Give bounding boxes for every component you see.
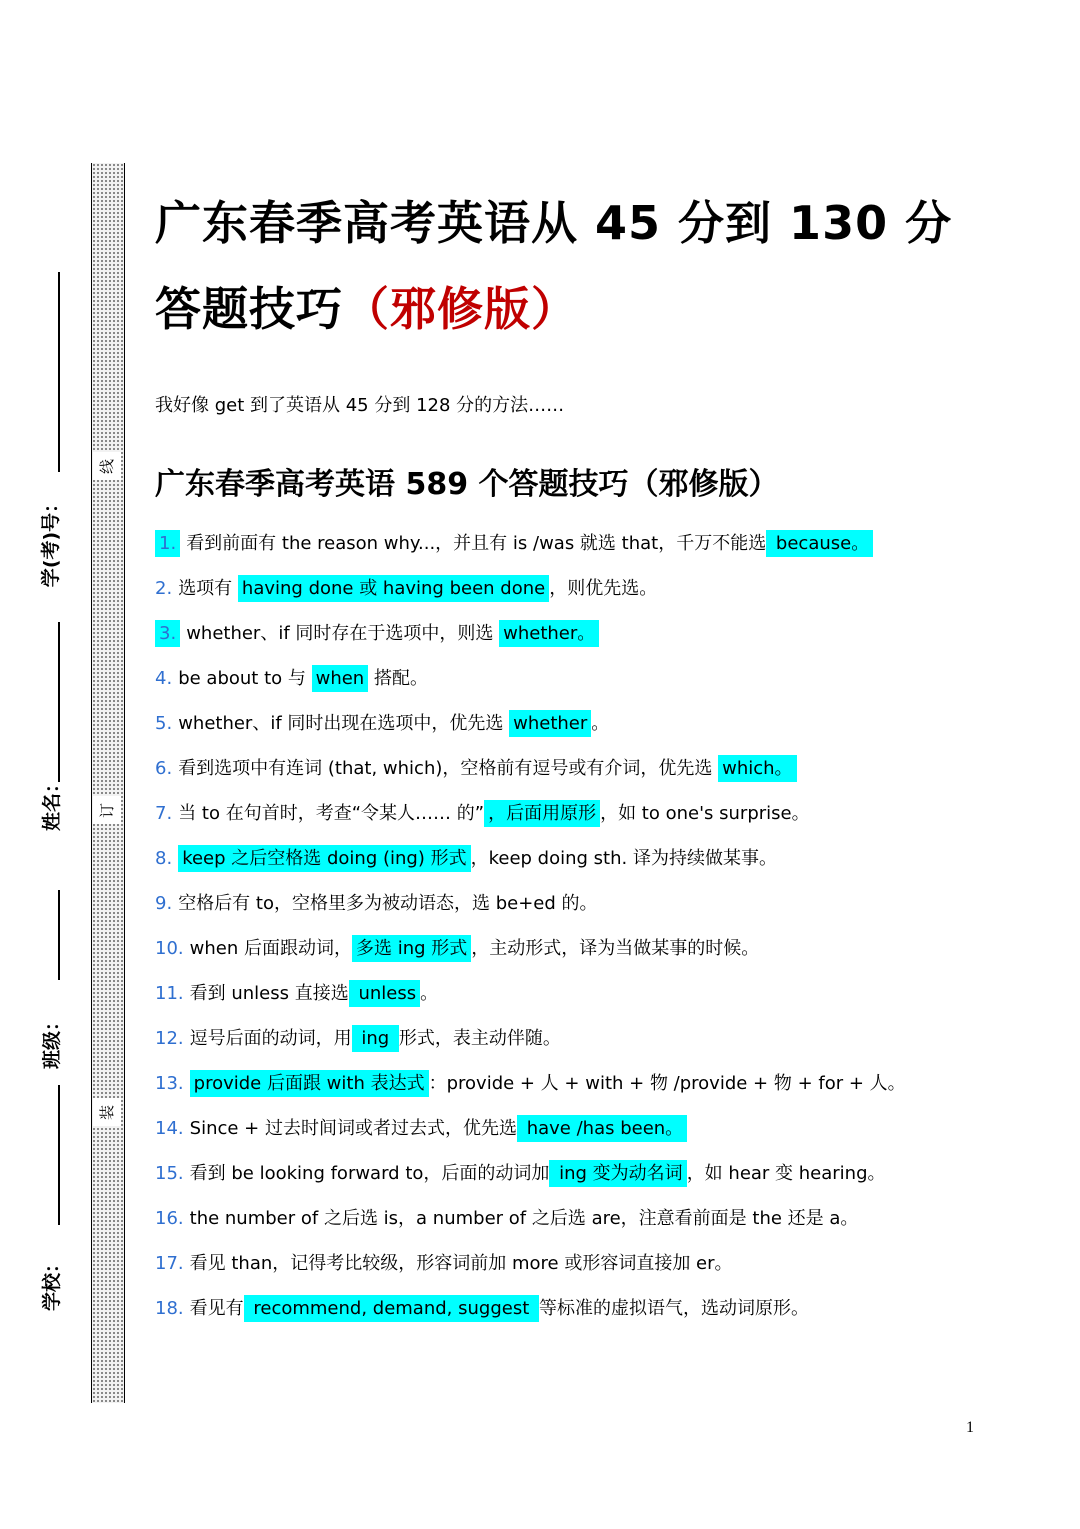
- binding-strip: [91, 163, 125, 1403]
- tip-text: 逗号后面的动词，用: [189, 1028, 352, 1049]
- tip-text: whether、if 同时存在于选项中，则选: [186, 623, 500, 644]
- tip-text-after: ：provide + 人 + with + 物 /provide + 物 + for + 人。: [428, 1073, 906, 1094]
- tip-highlight: keep 之后空格选 doing (ing) 形式: [178, 845, 470, 872]
- tip-item: [155, 1021, 955, 1066]
- page-number: 1: [966, 1419, 974, 1436]
- tip-number: 10.: [155, 938, 184, 959]
- tip-text: whether、if 同时出现在选项中，优先选: [178, 713, 510, 734]
- tip-text: 看到 be looking forward to，后面的动词加: [189, 1163, 550, 1184]
- tip-item: [155, 526, 955, 571]
- tip-number: 14.: [155, 1118, 184, 1139]
- tip-text-after: 等标准的虚拟语气，选动词原形。: [538, 1298, 809, 1319]
- tip-number: 13.: [155, 1073, 184, 1094]
- tip-number: 11.: [155, 983, 184, 1004]
- tip-number: 9.: [155, 893, 173, 914]
- tip-text: 看见 than，记得考比较级，形容词前加 more 或形容词直接加 er。: [189, 1253, 733, 1274]
- tip-item: [155, 841, 955, 886]
- tip-item: [155, 1066, 955, 1111]
- tip-text: when 后面跟动词，: [189, 938, 352, 959]
- tip-item: [155, 661, 955, 706]
- tip-item: [155, 931, 955, 976]
- field-line-class: [58, 890, 60, 980]
- tip-item: [155, 1156, 955, 1201]
- tip-number: 2.: [155, 578, 173, 599]
- tip-highlight: provide 后面跟 with 表达式: [190, 1070, 429, 1097]
- tip-text: Since + 过去时间词或者过去式，优先选: [189, 1118, 517, 1139]
- tip-highlight: whether: [509, 710, 591, 737]
- tip-highlight: 多选 ing 形式: [352, 935, 471, 962]
- field-label-school: 学校：: [40, 1253, 63, 1311]
- binding-label-bind: 装: [93, 1098, 121, 1126]
- tip-text-after: ，如 hear 变 hearing。: [686, 1163, 886, 1184]
- tip-item: [155, 1111, 955, 1156]
- field-line-student-id: [58, 272, 60, 472]
- tip-number: 3.: [155, 620, 180, 647]
- tip-number: 7.: [155, 803, 173, 824]
- tip-text: 看到选项中有连词 (that, which)，空格前有逗号或有介词，优先选: [178, 758, 719, 779]
- tip-text-after: 。: [591, 713, 610, 734]
- tip-text: 看见有: [189, 1298, 244, 1319]
- tip-highlight: having done 或 having been done: [238, 575, 549, 602]
- binding-label-line: 线: [93, 452, 121, 480]
- tip-item: [155, 796, 955, 841]
- tip-item: [155, 976, 955, 1021]
- field-label-student-id: 学(考)号：: [40, 493, 63, 587]
- tip-number: 12.: [155, 1028, 184, 1049]
- tip-number: 16.: [155, 1208, 184, 1229]
- tip-number: 6.: [155, 758, 173, 779]
- tip-item: [155, 751, 955, 796]
- tip-highlight: have /has been。: [517, 1115, 687, 1142]
- tip-text-after: 形式，表主动伴随。: [398, 1028, 561, 1049]
- tip-text: the number of 之后选 is，a number of 之后选 are，注意看前面是 the 还是 a。: [189, 1208, 859, 1229]
- tip-item: [155, 1201, 955, 1246]
- tip-highlight: because。: [766, 530, 873, 557]
- tip-text: 选项有: [178, 578, 238, 599]
- tip-text: be about to 与: [178, 668, 312, 689]
- tip-number: 17.: [155, 1253, 184, 1274]
- field-label-class: 班级：: [40, 1011, 63, 1069]
- tip-number: 1.: [155, 530, 180, 557]
- tip-text-after: ，主动形式，译为当做某事的时候。: [471, 938, 760, 959]
- tips-list: [155, 526, 955, 1336]
- tip-number: 8.: [155, 848, 173, 869]
- tip-highlight: ，后面用原形: [484, 800, 600, 827]
- tip-highlight: whether。: [499, 620, 599, 647]
- tip-text-after: ，则优先选。: [549, 578, 658, 599]
- tip-text-after: 搭配。: [368, 668, 428, 689]
- intro-text: 我好像 get 到了英语从 45 分到 128 分的方法……: [155, 395, 565, 416]
- tip-text: 空格后有 to，空格里多为被动语态，选 be+ed 的。: [178, 893, 598, 914]
- tip-item: [155, 1246, 955, 1291]
- tip-item: [155, 571, 955, 616]
- tip-text-after: ，如 to one's surprise。: [600, 803, 810, 824]
- tip-text-after: ，keep doing sth. 译为持续做某事。: [470, 848, 777, 869]
- tip-highlight: which。: [718, 755, 796, 782]
- binding-label-order: 订: [93, 796, 121, 824]
- field-line-school: [58, 1085, 60, 1225]
- tip-highlight: when: [312, 665, 369, 692]
- tip-number: 18.: [155, 1298, 184, 1319]
- tip-highlight: unless: [349, 980, 420, 1007]
- field-label-name: 姓名：: [40, 773, 63, 831]
- tip-highlight: recommend, demand, suggest: [244, 1295, 539, 1322]
- tip-highlight: ing: [352, 1025, 399, 1052]
- tip-text: 看到 unless 直接选: [189, 983, 349, 1004]
- section-heading: 广东春季高考英语 589 个答题技巧（邪修版）: [155, 467, 779, 502]
- tip-text: 看到前面有 the reason why...，并且有 is /was 就选 that，千万不能选: [186, 533, 767, 554]
- tip-item: [155, 706, 955, 751]
- tip-number: 15.: [155, 1163, 184, 1184]
- page-title-accent: （邪修版）: [343, 282, 578, 336]
- tip-text-after: 。: [420, 983, 439, 1004]
- tip-number: 4.: [155, 668, 173, 689]
- tip-item: [155, 886, 955, 931]
- tip-highlight: ing 变为动名词: [549, 1160, 686, 1187]
- tip-item: [155, 616, 955, 661]
- tip-item: [155, 1291, 955, 1336]
- page-title-main: 广东春季高考英语从 45 分到 130 分答题技巧: [155, 196, 953, 336]
- tip-number: 5.: [155, 713, 173, 734]
- page-title: [155, 180, 985, 352]
- tip-text: 当 to 在句首时，考查“令某人…… 的”: [178, 803, 485, 824]
